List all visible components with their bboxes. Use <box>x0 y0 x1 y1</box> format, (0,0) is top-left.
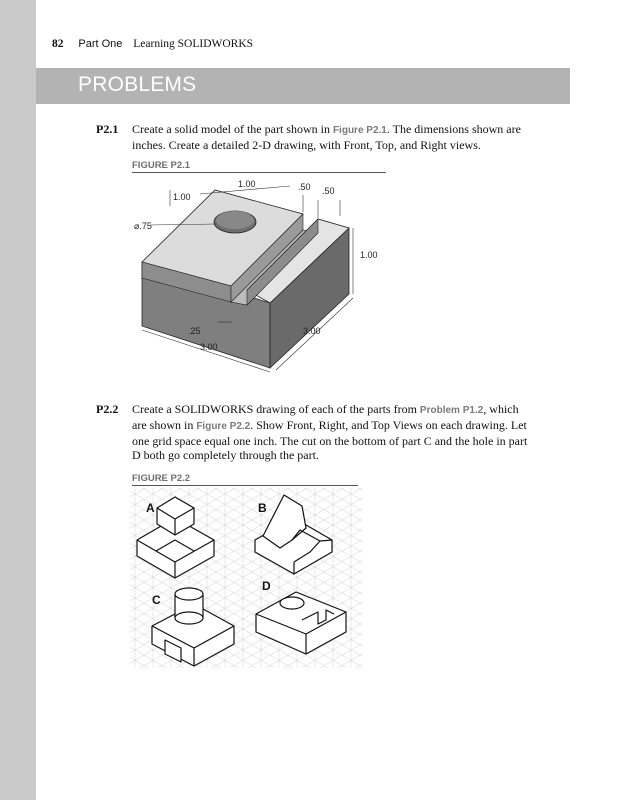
part-label-d: D <box>262 579 271 593</box>
part-label-c: C <box>152 593 161 607</box>
figure-ref: Figure P2.2 <box>196 421 251 432</box>
problem-ref: Problem P1.2 <box>419 405 484 416</box>
dim-slot-depth: .50 <box>322 186 335 196</box>
dim-length: 3.00 <box>200 342 218 352</box>
problem-p2-2 <box>96 402 536 462</box>
part-label-b: B <box>258 501 267 515</box>
dim-top-length: 1.00 <box>238 179 256 189</box>
problems-banner <box>36 68 570 104</box>
dim-slot-width: .50 <box>298 182 311 192</box>
problem-number: P2.1 <box>96 122 119 136</box>
part-label: Part One <box>78 38 123 50</box>
book-title: Learning SOLIDWORKS <box>133 38 254 50</box>
figure-p2-1 <box>112 174 402 374</box>
dim-top-width: 1.00 <box>173 192 191 202</box>
problem-text: Create a SOLIDWORKS drawing of each of the parts from Problem P1.2, which are shown in Figure P2.2. Show Front, Right, and Top Views on each drawing. Let one grid space equal one inch. The cut on the bottom of part C and the hole in part D both go completely through the part. <box>132 402 528 462</box>
part-label-a: A <box>146 501 155 515</box>
problem-number: P2.2 <box>96 402 119 416</box>
figure-p2-1-caption: FIGURE P2.1 <box>132 160 386 173</box>
dim-hole-diameter: ⌀.75 <box>134 221 152 231</box>
problem-text: Create a solid model of the part shown in Figure P2.1. The dimensions shown are inches. Create a detailed 2-D drawing, with Front, Top, and Right views. <box>132 122 521 152</box>
running-header <box>52 38 253 50</box>
page-side-strip <box>0 0 36 800</box>
figure-p2-2 <box>126 486 366 672</box>
dim-slot-offset: .25 <box>188 326 201 336</box>
banner-title: PROBLEMS <box>78 73 197 96</box>
page-number: 82 <box>52 38 64 50</box>
dim-height: 1.00 <box>360 250 378 260</box>
figure-ref: Figure P2.1 <box>332 125 387 136</box>
problem-p2-1 <box>96 122 536 152</box>
dim-width: 3.00 <box>303 326 321 336</box>
figure-p2-2-caption: FIGURE P2.2 <box>132 473 358 486</box>
